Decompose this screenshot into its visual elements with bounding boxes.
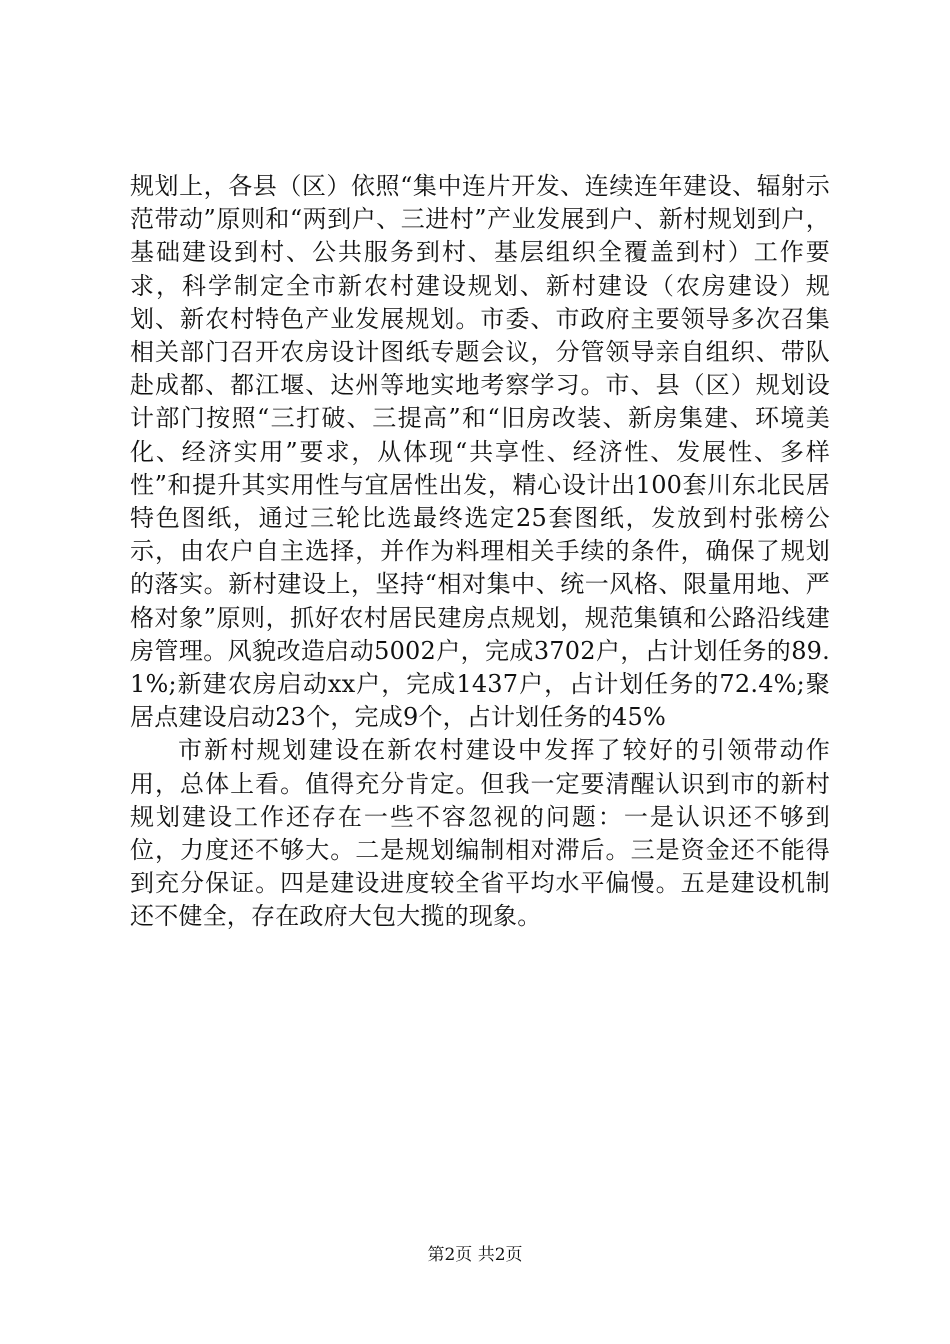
page-footer: 第2页 共2页 [427, 1245, 523, 1265]
document-body [130, 170, 830, 934]
paragraph-summary: 市新村规划建设在新农村建设中发挥了较好的引领带动作用，总体上看。值得充分肯定。但我一定要清醒认识到市的新村规划建设工作还存在一些不容忽视的问题：一是认识还不够到位，力度还不够大。二是规划编制相对滞后。三是资金还不能得到充分保证。四是建设进度较全省平均水平偏慢。五是建设机制还不健全，存在政府大包大揽的现象。 [130, 736, 830, 931]
paragraph-planning: 规划上，各县（区）依照“集中连片开发、连续连年建设、辐射示范带动”原则和“两到户、三进村”产业发展到户、新村规划到户，基础建设到村、公共服务到村、基层组织全覆盖到村）工作要求，科学制定全市新农村建设规划、新村建设（农房建设）规划、新农村特色产业发展规划。市委、市政府主要领导多次召集相关部门召开农房设计图纸专题会议，分管领导亲自组织、带队赴成都、都江堰、达州等地实地考察学习。市、县（区）规划设计部门按照“三打破、三提高”和“旧房改装、新房集建、环境美化、经济实用”要求，从体现“共享性、经济性、发展性、多样性”和提升其实用性与宜居性出发，精心设计出100套川东北民居特色图纸，通过三轮比选最终选定25套图纸，发放到村张榜公示，由农户自主选择，并作为料理相关手续的条件，确保了规划的落实。新村建设上，坚持“相对集中、统一风格、限量用地、严格对象”原则，抓好农村居民建房点规划，规范集镇和公路沿线建房管理。风貌改造启动5002户，完成3702户，占计划任务的89.1%;新建农房启动xx户，完成1437户，占计划任务的72.4%;聚居点建设启动23个，完成9个，占计划任务的45% [130, 172, 830, 732]
